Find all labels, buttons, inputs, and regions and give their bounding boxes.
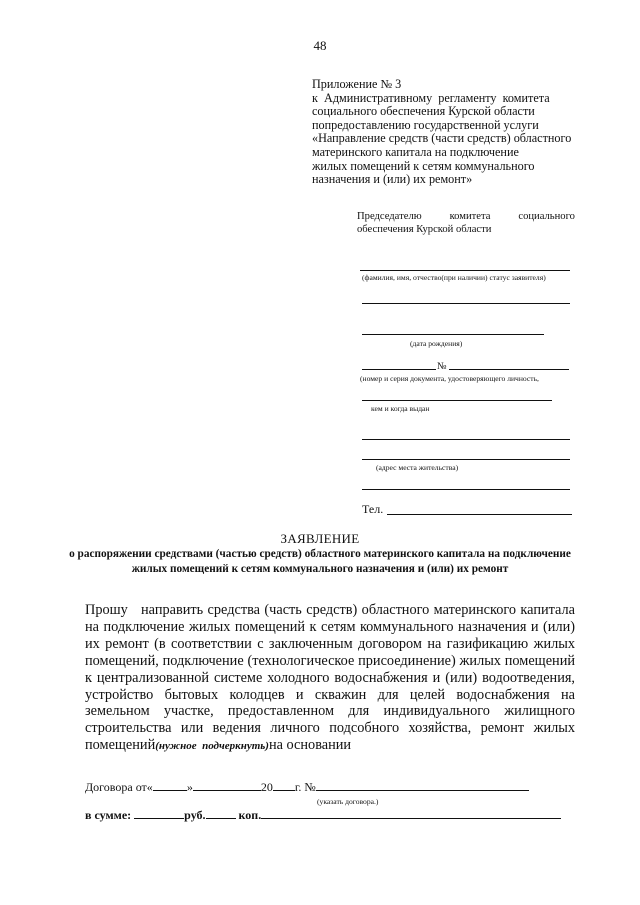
- address-line-2[interactable]: [362, 459, 570, 460]
- contract-label: Договора от«: [85, 780, 153, 794]
- sum-kop-label: коп.: [238, 808, 262, 822]
- doc-caption: (номер и серия документа, удостоверяющего личность,: [360, 374, 539, 383]
- sum-label: в сумме:: [85, 808, 132, 822]
- body-tail: на основании: [268, 737, 352, 754]
- issued-line[interactable]: [362, 400, 552, 401]
- contract-day-field[interactable]: [153, 780, 187, 791]
- birthdate-line[interactable]: [362, 334, 544, 335]
- doc-series-line[interactable]: [362, 369, 436, 370]
- appendix-line: к Административному регламенту комитета: [312, 90, 550, 105]
- contract-year-prefix: 20: [260, 780, 273, 794]
- appendix-line: «Направление средств (части средств) областного: [312, 131, 572, 146]
- sum-row: [85, 808, 561, 823]
- document-subtitle: о распоряжении средствами (частью средств) областного материнского капитала на подключение жилых помещений к сетям коммунального назначения и (или) их ремонт: [69, 548, 571, 575]
- contract-year-field[interactable]: [273, 780, 295, 791]
- sum-words-field[interactable]: [261, 808, 561, 819]
- contract-month-field[interactable]: [193, 780, 261, 791]
- appendix-line: попредоставлению государственной услуги: [312, 117, 539, 132]
- application-body: [85, 602, 586, 755]
- addressee-word: комитета: [449, 211, 491, 222]
- doc-number-line[interactable]: [449, 369, 569, 370]
- fio-line[interactable]: [360, 270, 570, 271]
- status-line[interactable]: [362, 303, 570, 304]
- sum-kop-field[interactable]: [206, 808, 236, 819]
- doc-number-sign: №: [437, 361, 447, 372]
- addressee-line-1: [357, 210, 575, 223]
- address-caption: (адрес места жительства): [376, 463, 459, 472]
- appendix-line: социального обеспечения Курской области: [312, 104, 535, 119]
- appendix-line: жилых помещений к сетям коммунального: [312, 158, 535, 173]
- address-line-1[interactable]: [362, 439, 570, 440]
- sum-rub-field[interactable]: [134, 808, 184, 819]
- address-line-3[interactable]: [362, 489, 570, 490]
- contract-year-suffix: г. №: [294, 780, 316, 794]
- sum-rub-label: руб.: [184, 808, 206, 822]
- tel-label: Тел.: [362, 502, 384, 516]
- tel-line[interactable]: [387, 514, 572, 515]
- page-number: 48: [313, 38, 327, 53]
- appendix-line: материнского капитала на подключение: [312, 144, 519, 159]
- body-emphasis: (нужное подчеркнуть): [155, 740, 269, 753]
- contract-caption: (указать договора.): [317, 797, 379, 806]
- contract-quote-close: »: [186, 780, 193, 794]
- birthdate-caption: (дата рождения): [410, 339, 463, 348]
- addressee: [357, 210, 575, 236]
- appendix-line: назначения и (или) их ремонт»: [312, 172, 473, 187]
- body-main-text: Прошу направить средства (часть средств) областного материнского капитала на подключение жилых помещений к сетям коммунального назначения и (или) их ремонт (в соответствии с заключенным договором на газификацию жилых помещений, подключение (технологическое присоединение) жилых помещений к централизованной системе холодного водоснабжения и (или) водоотведения, устройство бытовых колодцев и скважин для целей водоснабжения на земельном участке, предоставленном для индивидуального жилищного строительства или ведения личного подсобного хозяйства, ремонт жилых помещений: [85, 602, 586, 754]
- issued-caption: кем и когда выдан: [371, 404, 430, 413]
- appendix-line: Приложение № 3: [312, 77, 402, 91]
- fio-caption: (фамилия, имя, отчество(при наличии) статус заявителя): [362, 273, 546, 282]
- contract-number-field[interactable]: [316, 780, 529, 791]
- addressee-line-2: обеспечения Курской области: [357, 224, 492, 235]
- document-title: ЗАЯВЛЕНИЕ: [280, 531, 360, 546]
- appendix-header: [312, 78, 602, 187]
- contract-row: [85, 780, 529, 795]
- addressee-word: Председателю: [357, 211, 422, 222]
- addressee-word: социального: [518, 211, 575, 222]
